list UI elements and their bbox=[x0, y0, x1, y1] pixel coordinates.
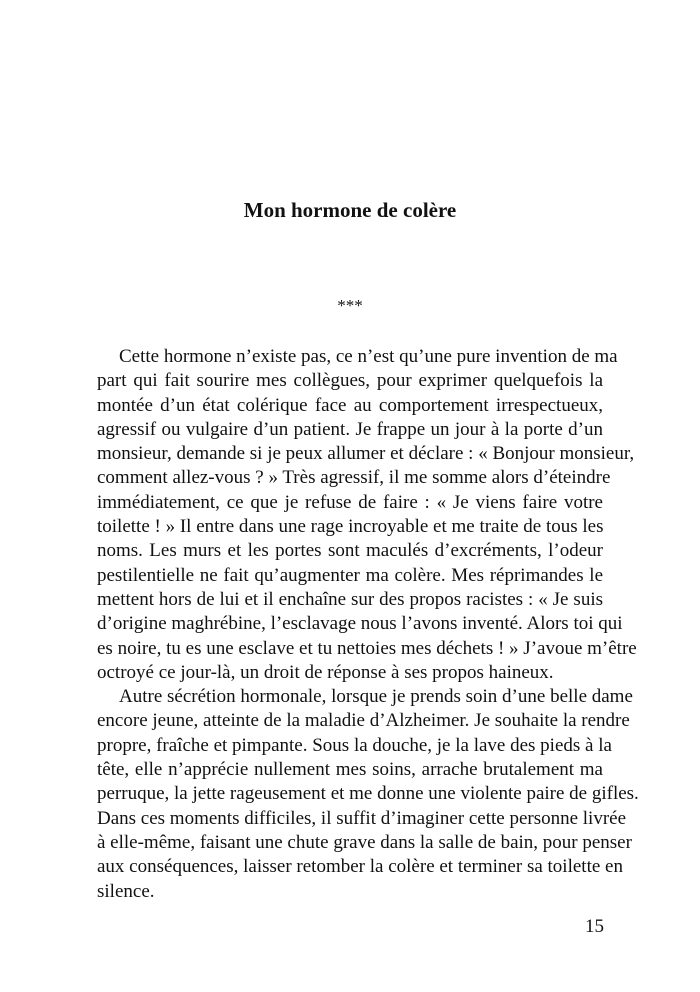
text-line: perruque, la jette rageusement et me donne une violente paire de gifles. bbox=[97, 783, 639, 805]
chapter-title: Mon hormone de colère bbox=[243, 198, 457, 222]
text-line: montée d’un état colérique face au comportement irrespectueux, bbox=[97, 394, 603, 416]
text-line: mettent hors de lui et il enchaîne sur des propos racistes : « Je suis bbox=[97, 588, 603, 610]
text-line: à elle-même, faisant une chute grave dans la salle de bain, pour penser bbox=[97, 831, 632, 853]
text-line: es noire, tu es une esclave et tu nettoies mes déchets ! » J’avoue m’être bbox=[97, 637, 637, 659]
text-line: Autre sécrétion hormonale, lorsque je prends soin d’une belle dame bbox=[119, 686, 633, 708]
text-line: octroyé ce jour-là, un droit de réponse à ses propos haineux. bbox=[97, 661, 554, 683]
text-line: Dans ces moments difficiles, il suffit d’imaginer cette personne livrée bbox=[97, 807, 627, 829]
paragraph bbox=[97, 345, 637, 685]
text-line: propre, fraîche et pimpante. Sous la douche, je la lave des pieds à la bbox=[97, 734, 612, 756]
text-line: encore jeune, atteinte de la maladie d’Alzheimer. Je souhaite la rendre bbox=[97, 710, 630, 732]
text-line: tête, elle n’apprécie nullement mes soins, arrache brutalement ma bbox=[97, 759, 603, 781]
text-line: aux conséquences, laisser retomber la colère et terminer sa toilette en bbox=[97, 856, 623, 878]
text-line: monsieur, demande si je peux allumer et déclare : « Bonjour monsieur, bbox=[97, 443, 635, 465]
section-separator: *** bbox=[337, 296, 363, 315]
body-text bbox=[97, 345, 639, 904]
text-line: silence. bbox=[97, 880, 155, 902]
text-line: noms. Les murs et les portes sont maculés d’excréments, l’odeur bbox=[97, 540, 603, 562]
text-line: part qui fait sourire mes collègues, pour exprimer quelquefois la bbox=[97, 370, 603, 392]
paragraph bbox=[97, 685, 639, 904]
text-line: toilette ! » Il entre dans une rage incroyable et me traite de tous les bbox=[97, 516, 604, 538]
text-line: immédiatement, ce que je refuse de faire : « Je viens faire votre bbox=[97, 491, 603, 513]
text-line: comment allez-vous ? » Très agressif, il me somme alors d’éteindre bbox=[97, 467, 611, 489]
page-number: 15 bbox=[585, 916, 604, 937]
text-line: pestilentielle ne fait qu’augmenter ma colère. Mes réprimandes le bbox=[97, 564, 603, 586]
text-line: agressif ou vulgaire d’un patient. Je frappe un jour à la porte d’un bbox=[97, 418, 603, 440]
text-line: Cette hormone n’existe pas, ce n’est qu’une pure invention de ma bbox=[119, 346, 618, 367]
text-line: d’origine maghrébine, l’esclavage nous l’avons inventé. Alors toi qui bbox=[97, 613, 623, 635]
